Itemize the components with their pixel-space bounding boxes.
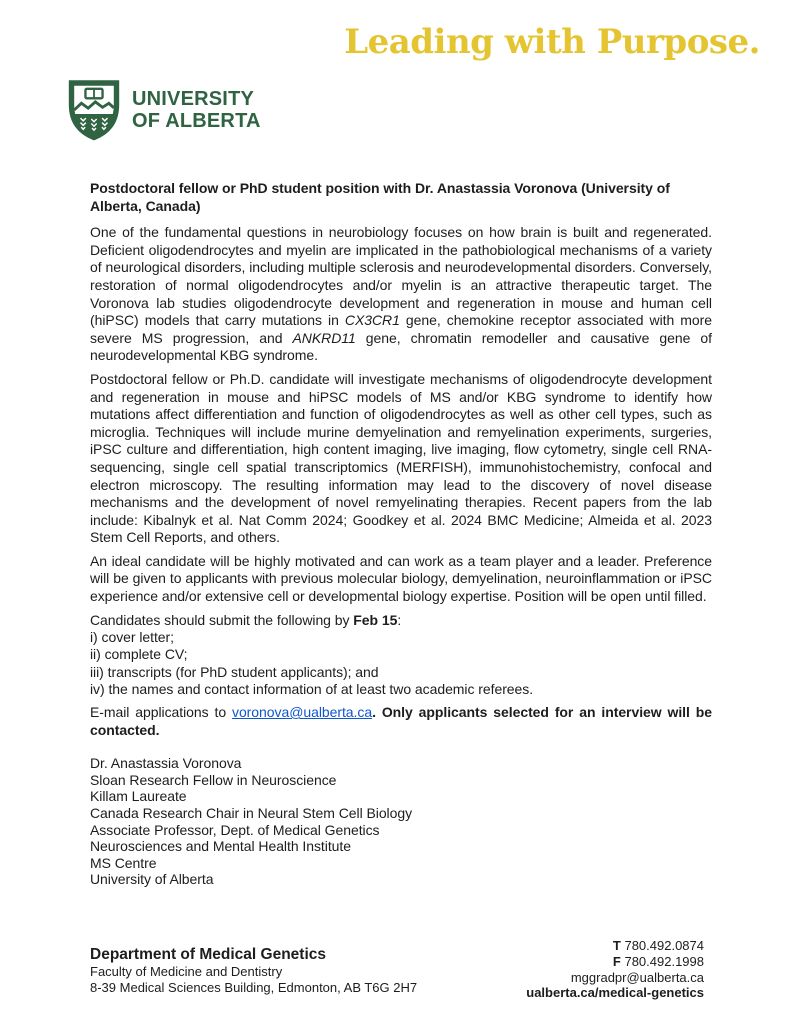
text-segment: CX3CR1	[344, 312, 400, 329]
text-segment: mggradpr@ualberta.ca	[570, 969, 704, 985]
university-logo	[67, 79, 261, 141]
footer-department: Department of Medical Genetics	[90, 946, 327, 963]
paragraph-intro	[90, 224, 712, 365]
university-shield-icon	[67, 79, 121, 141]
footer-faculty: Faculty of Medicine and Dentistry	[90, 964, 283, 979]
text-segment: gene, chemokine receptor associated with more severe MS progression, and	[90, 312, 712, 346]
tagline: Leading with Purpose.	[344, 22, 760, 62]
submission-list	[90, 629, 712, 698]
text-segment: One of the fundamental questions in neurobiology focuses on how brain is built and regenerated. Deficient oligodendrocytes and myelin are implicated in the pathobiological mechanisms of a variety of neurological disorders, including multiple sclerosis and neurodevelopmental disorders. Conversely, restoration of normal oligodendrocytes and/or myelin is an attractive therapeutic target. The Voronova lab studies oligodendrocyte development and regeneration in mouse and human cell (hiPSC) models that carry mutations in	[90, 224, 712, 329]
signature-line: Canada Research Chair in Neural Stem Cell Biology	[90, 805, 413, 822]
paragraph-candidate: An ideal candidate will be highly motivated and can work as a team player and a leader. Preference will be given to applicants with previous molecular biology, demyelination, neuroinflammation or iPSC experience and/or extensive cell or developmental biology expertise. Position will be open until filled.	[90, 552, 712, 605]
signature-line: University of Alberta	[90, 871, 214, 888]
submission-item: i) cover letter;	[90, 629, 174, 646]
paragraph-email	[90, 704, 712, 739]
text-segment: :	[397, 611, 402, 628]
wordmark-line-2: OF ALBERTA	[132, 110, 261, 132]
text-segment: 780.492.1998	[624, 953, 704, 969]
text-segment: Feb 15	[353, 611, 398, 628]
voronova-email-link[interactable]: voronova@ualberta.ca	[232, 704, 373, 721]
text-segment: T	[612, 938, 625, 953]
footer-contact-line	[526, 985, 704, 1001]
university-wordmark	[132, 88, 261, 132]
letter-body	[90, 180, 712, 888]
paragraph-project: Postdoctoral fellow or Ph.D. candidate will investigate mechanisms of oligodendrocyte development and regeneration in mouse and hiPSC models of MS and/or KBG syndrome to identify how mutations affect differentiation and function of oligodendrocytes as well as other cell types, such as microglia. Techniques will include murine demyelination and remyelination experiments, surgeries, iPSC culture and differentiation, high content imaging, live imaging, flow cytometry, single cell RNA-sequencing, single cell spatial transcriptomics (MERFISH), immunohistochemistry, confocal and electron microscopy. The resulting information may lead to the discovery of novel disease mechanisms and the development of novel remyelinating therapies. Recent papers from the lab include: Kibalnyk et al. Nat Comm 2024; Goodkey et al. 2024 BMC Medicine; Almeida et al. 2023 Stem Cell Reports, and others.	[90, 370, 712, 546]
footer-address: 8-39 Medical Sciences Building, Edmonton, AB T6G 2H7	[90, 980, 418, 995]
footer-contact-line	[526, 938, 704, 954]
submission-item: iii) transcripts (for PhD student applicants); and	[90, 663, 379, 680]
signature-line: Dr. Anastassia Voronova	[90, 755, 242, 772]
text-segment: F	[612, 953, 625, 969]
wordmark-line-1: UNIVERSITY	[132, 88, 255, 110]
signature-line: MS Centre	[90, 854, 157, 871]
signature-block	[90, 755, 712, 888]
text-segment: ualberta.ca/medical-genetics	[526, 985, 704, 1001]
footer-contact-line	[526, 954, 704, 970]
signature-line: Neurosciences and Mental Health Institute	[90, 838, 351, 855]
footer-contact-line	[526, 970, 704, 986]
submission-item: iv) the names and contact information of at least two academic referees.	[90, 680, 534, 697]
signature-line: Sloan Research Fellow in Neuroscience	[90, 771, 337, 788]
text-segment: Candidates should submit the following by	[90, 611, 354, 628]
footer-department-block	[90, 946, 417, 996]
signature-line: Killam Laureate	[90, 788, 187, 805]
job-title: Postdoctoral fellow or PhD student position with Dr. Anastassia Voronova (University of Alberta, Canada)	[90, 180, 670, 214]
submission-intro	[90, 612, 712, 630]
text-segment: . Only applicants selected for an interview will be contacted.	[90, 704, 713, 738]
text-segment: E-mail applications to	[90, 704, 232, 721]
signature-line: Associate Professor, Dept. of Medical Genetics	[90, 821, 380, 838]
text-segment: gene, chromatin remodeller and causative gene of neurodevelopmental KBG syndrome.	[90, 329, 712, 364]
text-segment: ANKRD11	[292, 329, 356, 346]
footer-contact-block	[526, 938, 704, 1001]
text-segment: 780.492.0874	[624, 938, 704, 953]
submission-item: ii) complete CV;	[90, 646, 188, 663]
